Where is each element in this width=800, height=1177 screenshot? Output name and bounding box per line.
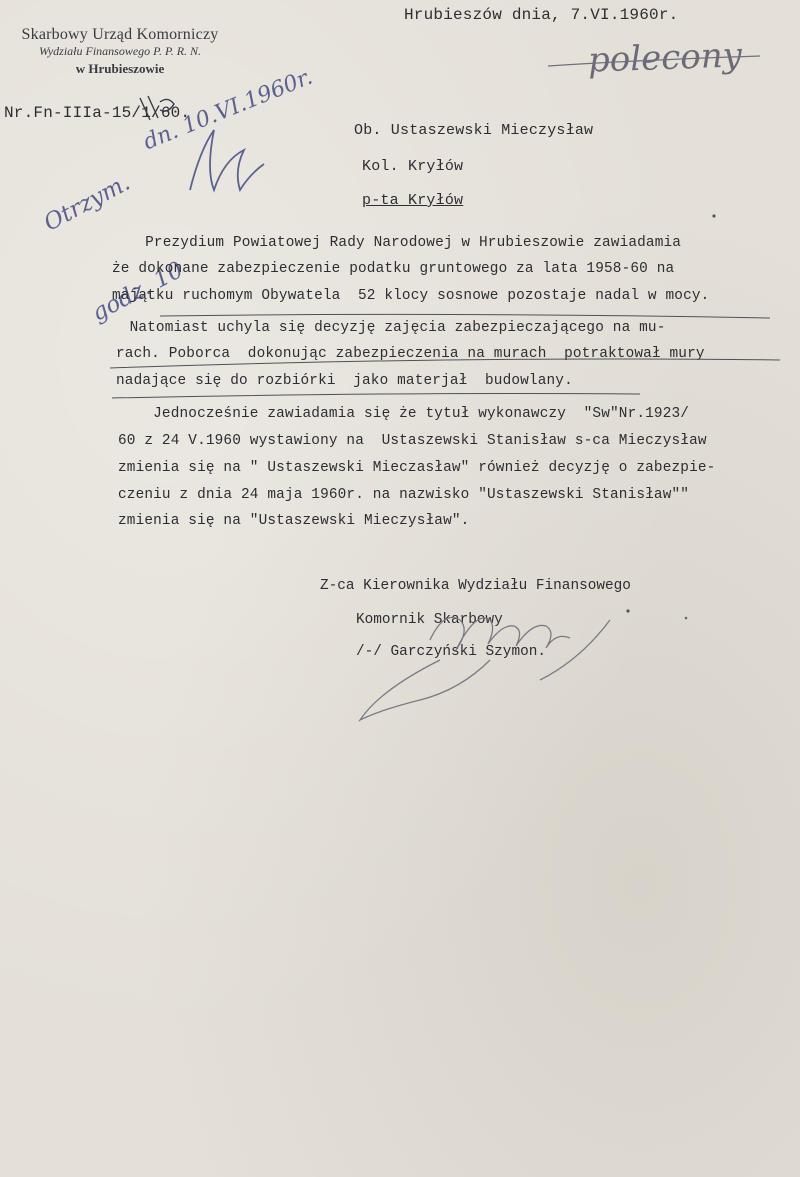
- recipient-name: Ob. Ustaszewski Mieczysław: [354, 122, 594, 139]
- body-line: że dokonane zabezpieczenie podatku gruntowego za lata 1958-60 na: [112, 261, 675, 277]
- place-and-date: Hrubieszów dnia, 7.VI.1960r.: [404, 6, 679, 24]
- registered-mail-note: polecony: [587, 35, 743, 81]
- body-line: rach. Poborca dokonując zabezpieczenia na murach potraktował mury: [116, 346, 705, 362]
- body-line: czeniu z dnia 24 maja 1960r. na nazwisko "Ustaszewski Stanisław"": [118, 487, 690, 503]
- ink-speck: [685, 617, 688, 620]
- body-line: zmienia się na " Ustaszewski Mieczasław" również decyzję o zabezpie-: [118, 460, 716, 476]
- reference-number: Nr.Fn-IIIa-15/1/60.: [4, 104, 191, 122]
- body-line: nadające się do rozbiórki jako materjał budowlany.: [116, 373, 573, 389]
- signatory-title: Z-ca Kierownika Wydziału Finansowego: [320, 578, 631, 594]
- underline-mark: [112, 394, 640, 399]
- body-line: Jednocześnie zawiadamia się że tytuł wykonawczy "Sw"Nr.1923/: [118, 406, 690, 422]
- underline-mark: [160, 314, 770, 318]
- recipient-post-office: p-ta Kryłów: [362, 192, 464, 209]
- signature-scribble: [360, 618, 610, 721]
- received-date-note: dn. 10.VI.1960r.: [140, 64, 317, 156]
- body-line: zmienia się na "Ustaszewski Mieczysław".: [118, 513, 470, 529]
- letterhead-line-2: Wydziału Finansowego P. P. R. N.: [38, 44, 202, 58]
- body-line: Prezydium Powiatowej Rady Narodowej w Hrubieszowie zawiadamia: [110, 235, 682, 251]
- received-note-line: Otrzym.: [39, 169, 135, 237]
- ink-speck: [712, 214, 715, 217]
- initials-scribble: [190, 130, 264, 190]
- signatory-role: Komornik Skarbowy: [356, 612, 503, 628]
- recipient-village: Kol. Kryłów: [362, 158, 464, 175]
- ink-speck: [626, 609, 629, 612]
- body-line: 60 z 24 V.1960 wystawiony na Ustaszewski Stanisław s-ca Mieczysław: [118, 433, 707, 449]
- reference-correction-scribble: [140, 96, 174, 120]
- signatory-name: /-/ Garczyński Szymon.: [356, 644, 546, 660]
- received-note-line: godz. 10: [87, 257, 188, 327]
- body-line: Natomiast uchyla się decyzję zajęcia zabezpieczającego na mu-: [112, 320, 666, 336]
- polecony-underline: [548, 56, 760, 66]
- letterhead-line-1: Skarbowy Urząd Komorniczy: [21, 26, 219, 43]
- letterhead-line-3: w Hrubieszowie: [75, 61, 165, 76]
- underline-mark: [110, 359, 780, 368]
- body-line: majątku ruchomym Obywatela 52 klocy sosnowe pozostaje nadal w mocy.: [112, 288, 710, 304]
